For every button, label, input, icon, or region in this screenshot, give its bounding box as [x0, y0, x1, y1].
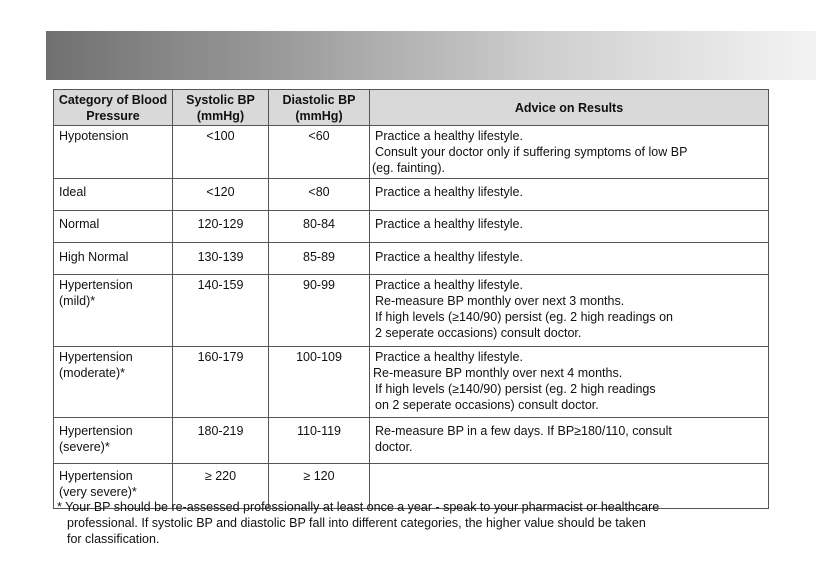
table-row — [54, 211, 769, 243]
table-row — [54, 179, 769, 211]
header-banner — [46, 31, 816, 80]
advice-cell: Practice a healthy lifestyle. — [370, 179, 769, 211]
advice-cell: Re-measure BP in a few days. If BP≥180/110, consult doctor. — [370, 418, 769, 464]
diastolic-cell: 110-119 — [269, 418, 370, 464]
diastolic-cell: 90-99 — [269, 275, 370, 347]
table-header-row — [54, 90, 769, 126]
advice-cell: Practice a healthy lifestyle. Consult your doctor only if suffering symptoms of low BP (eg. fainting). — [370, 126, 769, 179]
header-category: Category of Blood Pressure — [54, 90, 173, 126]
category-cell: Hypertension (severe)* — [54, 418, 173, 464]
systolic-cell: 160-179 — [173, 347, 269, 418]
systolic-cell: 130-139 — [173, 243, 269, 275]
diastolic-cell: ≥ 120 — [269, 464, 370, 509]
header-advice: Advice on Results — [370, 90, 769, 126]
category-cell: Hypertension (very severe)* — [54, 464, 173, 509]
table-row — [54, 275, 769, 347]
advice-cell: Practice a healthy lifestyle. — [370, 243, 769, 275]
category-cell: Hypotension — [54, 126, 173, 179]
systolic-cell: 140-159 — [173, 275, 269, 347]
systolic-cell: 120-129 — [173, 211, 269, 243]
category-cell: Hypertension (moderate)* — [54, 347, 173, 418]
table-row — [54, 347, 769, 418]
category-cell: High Normal — [54, 243, 173, 275]
blood-pressure-table — [53, 89, 769, 509]
systolic-cell: <100 — [173, 126, 269, 179]
diastolic-cell: 80-84 — [269, 211, 370, 243]
category-cell: Hypertension (mild)* — [54, 275, 173, 347]
diastolic-cell: <80 — [269, 179, 370, 211]
footnote: * Your BP should be re-assessed professionally at least once a year - speak to your pharmacist or healthcare professional. If systolic BP and diastolic BP fall into different categories, the higher value should be taken for classification. — [57, 500, 660, 546]
header-systolic: Systolic BP (mmHg) — [173, 90, 269, 126]
category-cell: Normal — [54, 211, 173, 243]
advice-cell: Practice a healthy lifestyle. Re-measure BP monthly over next 3 months. If high levels (≥140/90) persist (eg. 2 high readings on 2 seperate occasions) consult doctor. — [370, 275, 769, 347]
table-row — [54, 243, 769, 275]
systolic-cell: ≥ 220 — [173, 464, 269, 509]
advice-cell: Practice a healthy lifestyle. Re-measure BP monthly over next 4 months. If high levels (≥140/90) persist (eg. 2 high readings on 2 seperate occasions) consult doctor. — [370, 347, 769, 418]
advice-cell: Practice a healthy lifestyle. — [370, 211, 769, 243]
diastolic-cell: 100-109 — [269, 347, 370, 418]
table-row — [54, 126, 769, 179]
systolic-cell: <120 — [173, 179, 269, 211]
diastolic-cell: <60 — [269, 126, 370, 179]
category-cell: Ideal — [54, 179, 173, 211]
table-row — [54, 418, 769, 464]
diastolic-cell: 85-89 — [269, 243, 370, 275]
systolic-cell: 180-219 — [173, 418, 269, 464]
header-diastolic: Diastolic BP (mmHg) — [269, 90, 370, 126]
